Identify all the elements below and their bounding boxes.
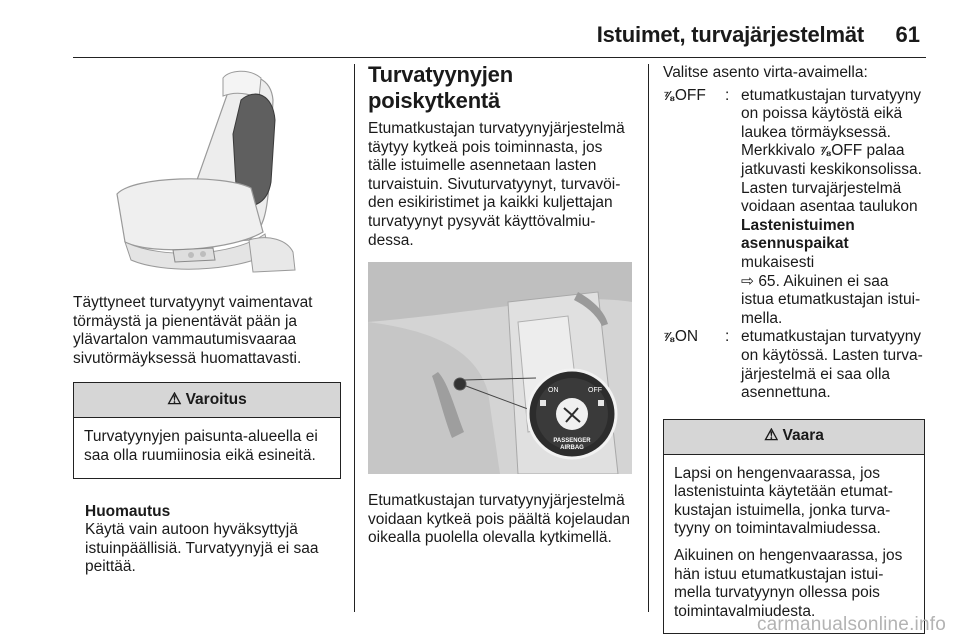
header-rule	[73, 57, 926, 58]
danger-header	[664, 420, 924, 455]
danger-box	[663, 419, 925, 635]
warning-text: Turvatyynyjen paisunta-alueella ei saa olla ruumiinosia eikä esineitä.	[84, 428, 318, 464]
column-3	[663, 64, 925, 634]
page-reference-icon: ⇨	[741, 272, 754, 290]
page-number: 61	[895, 22, 920, 47]
danger-paragraph: Lapsi on hengenvaarassa, jos lastenistuinta käytetään etumatkustajan istuimella, jonka turvatyyny on toimintavalmiudessa.	[674, 464, 893, 538]
switch-on-label: ON	[548, 387, 559, 395]
option-off-text: etumatkustajan turvatyyny on poissa käytöstä eikä laukea törmäyksessä. Merkkivalo ⅞OFF palaa jatkuvasti keskikonsolissa. Lasten turvajärjestelmä voidaan asentaa taulukon Lastenistuimen asennuspaikat mukaisesti ⇨ 65. Aikuinen ei saa istua etumatkustajan istuimella.	[741, 86, 922, 327]
note-title: Huomautus	[85, 502, 171, 520]
option-on-colon: :	[725, 328, 730, 346]
warning-body	[74, 418, 340, 477]
option-off-colon: :	[725, 86, 730, 104]
switch-airbag-label: AIRBAG	[560, 445, 584, 452]
danger-paragraph: Aikuinen on hengenvaarassa, jos hän istuu etumatkustajan istuimella turvatyynyn ollessa pois toimintavalmiudesta.	[674, 547, 903, 620]
warning-box	[73, 382, 341, 478]
table-reference[interactable]: Lastenistuimen asennuspaikat	[741, 216, 855, 253]
option-on-text: etumatkustajan turvatyyny on käytössä. Lasten turvajärjestelmä ei saa olla asennettuna.	[741, 328, 923, 402]
danger-title: Vaara	[782, 427, 824, 445]
warning-triangle-icon: ⚠	[764, 427, 779, 445]
seat-airbag-illustration	[73, 64, 341, 276]
danger-body	[664, 455, 924, 634]
option-on-key: ⅞ON	[663, 328, 699, 346]
seat-airbag-drawing	[73, 64, 341, 276]
watermark: carmanualsonline.info	[756, 614, 946, 635]
airbag-off-icon: ⅞	[663, 87, 674, 103]
column-1	[73, 64, 341, 577]
column-2	[368, 64, 632, 548]
switch-passenger-label: PASSENGER	[553, 438, 591, 445]
column-divider-left	[354, 64, 355, 612]
airbag-on-icon: ⅞	[663, 329, 674, 345]
page-reference[interactable]: 65	[758, 272, 776, 290]
option-on	[663, 328, 925, 402]
option-off-key: ⅞OFF	[663, 86, 706, 104]
section-title: Turvatyynyjen poiskytkentä	[368, 62, 513, 113]
airbag-switch-illustration	[368, 262, 632, 474]
airbag-off-inline-icon: ⅞	[819, 143, 831, 159]
airbag-switch-drawing	[368, 262, 632, 474]
warning-header	[74, 383, 340, 418]
option-off	[663, 87, 925, 329]
switch-off-label: OFF	[588, 387, 602, 395]
options-lead: Valitse asento virta-avaimella:	[663, 64, 868, 81]
column-divider-right	[648, 64, 649, 612]
warning-triangle-icon: ⚠	[167, 391, 182, 409]
switch-figure-caption: Etumatkustajan turvatyynyjärjestelmä voidaan kytkeä pois päältä kojelaudan oikealla puolella olevalla kytkimellä.	[368, 492, 630, 547]
header-title: Istuimet, turvajärjestelmät	[596, 22, 864, 47]
seat-figure-caption: Täyttyneet turvatyynyt vaimentavat törmäystä ja pienentävät pään ja ylävartalon vammautumisvaaraa sivutörmäyksessä huomattavasti.	[73, 294, 313, 367]
note-text: Käytä vain autoon hyväksyttyjä istuinpäällisiä. Turvatyynyjä ei saa peittää.	[85, 521, 319, 576]
warning-title: Varoitus	[185, 391, 247, 409]
section-intro: Etumatkustajan turvatyynyjärjestelmä täytyy kytkeä pois toiminnasta, jos tälle istuimelle asennetaan lasten turvaistuin. Sivuturvatyynyt, turvavöiden esikiristimet ja kaikki kuljettajan turvatyynyt pysyvät käyttövalmiudessa.	[368, 120, 625, 249]
note-block	[73, 503, 341, 577]
